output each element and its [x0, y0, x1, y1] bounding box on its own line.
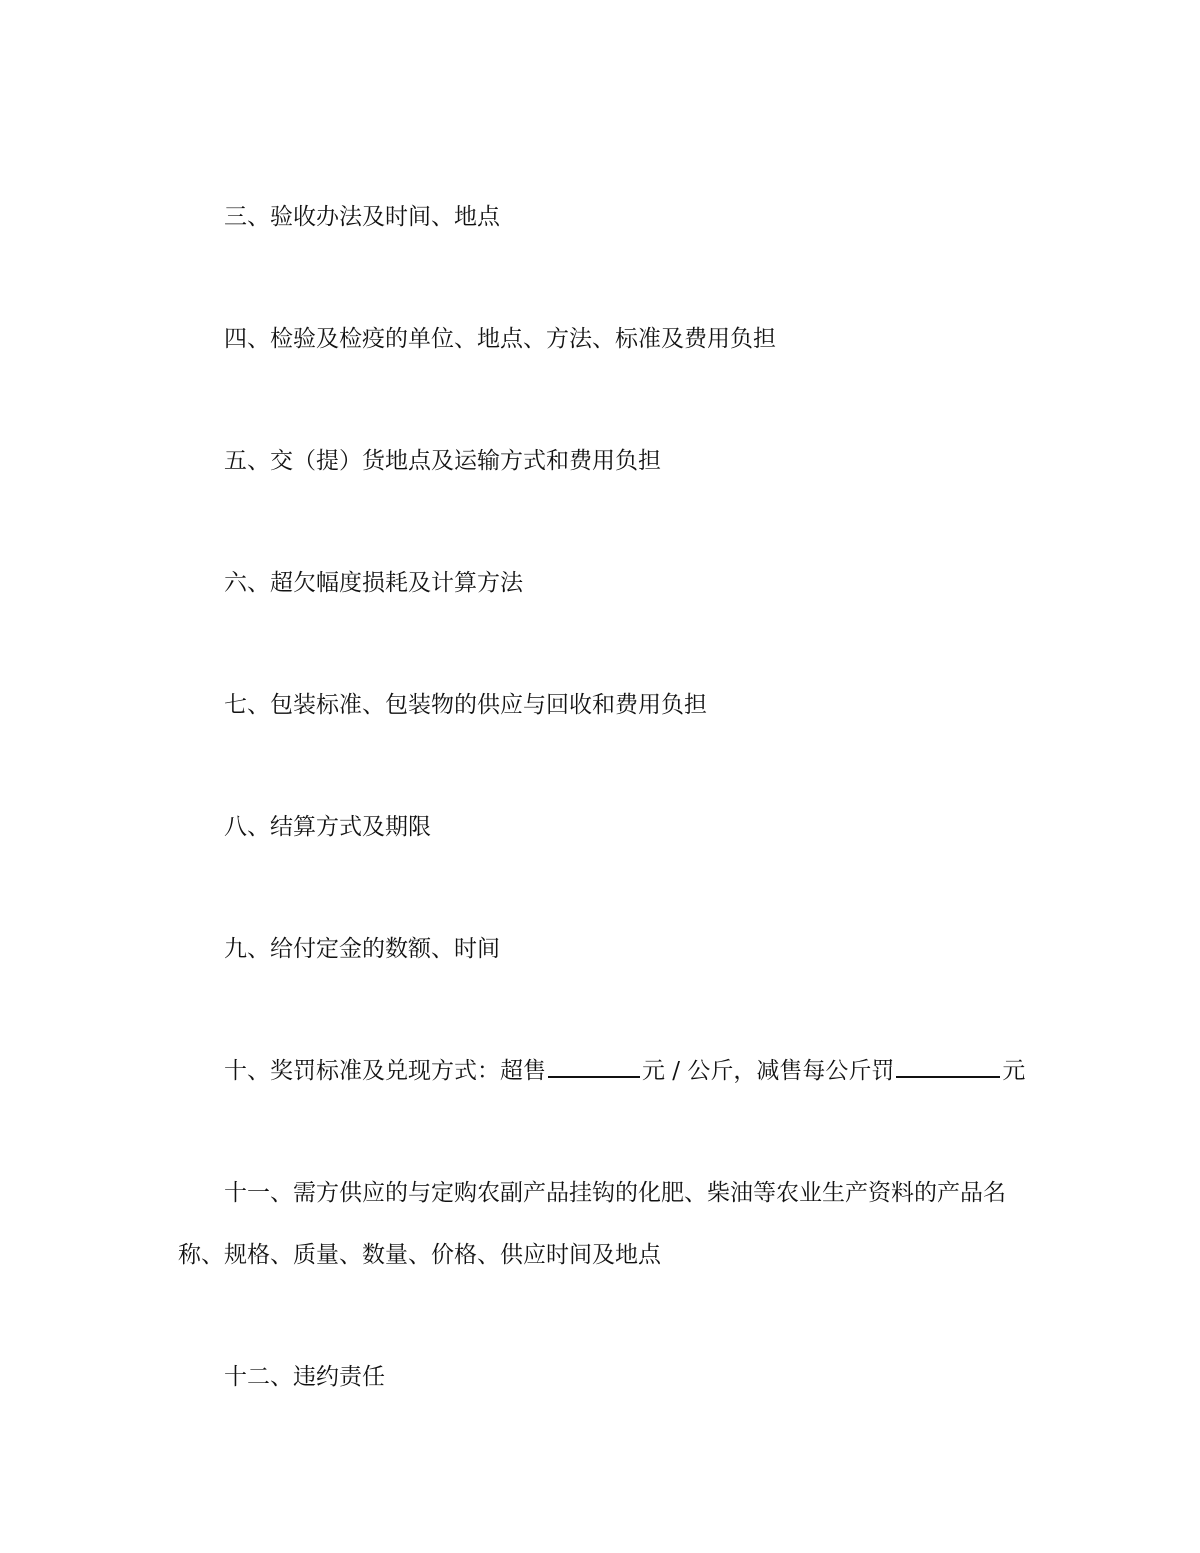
- reward-amount-blank: [548, 1048, 640, 1078]
- clause-10-text-2: 元 / 公斤，减售每公斤罚: [642, 1058, 895, 1084]
- clause-10-text-3: 元: [1002, 1058, 1026, 1084]
- clause-8-text: 八、结算方式及期限: [224, 814, 431, 840]
- clause-6: [178, 552, 1038, 614]
- clause-11-text-2: 称、规格、质量、数量、价格、供应时间及地点: [178, 1242, 661, 1268]
- clause-4-text: 四、检验及检疫的单位、地点、方法、标准及费用负担: [224, 326, 776, 352]
- clause-8: [178, 796, 1038, 858]
- clause-7-text: 七、包装标准、包装物的供应与回收和费用负担: [224, 692, 707, 718]
- penalty-amount-blank: [896, 1048, 1000, 1078]
- clause-7: [178, 674, 1038, 736]
- clause-11-line-2: [178, 1224, 1038, 1286]
- clause-6-text: 六、超欠幅度损耗及计算方法: [224, 570, 523, 596]
- clause-11-line-1: [178, 1162, 1038, 1224]
- clause-11-text-1: 十一、需方供应的与定购农副产品挂钩的化肥、柴油等农业生产资料的产品名: [224, 1180, 1006, 1206]
- clause-3-text: 三、验收办法及时间、地点: [224, 204, 500, 230]
- clause-5: [178, 430, 1038, 492]
- clause-12-text: 十二、违约责任: [224, 1364, 385, 1390]
- clause-12: [178, 1346, 1038, 1408]
- clause-4: [178, 308, 1038, 370]
- clause-11: [178, 1162, 1038, 1286]
- clause-9: [178, 918, 1038, 980]
- clause-9-text: 九、给付定金的数额、时间: [224, 936, 500, 962]
- clause-10: [178, 1040, 1038, 1102]
- clause-10-text-1: 十、奖罚标准及兑现方式：超售: [224, 1058, 546, 1084]
- clause-3: [178, 186, 1038, 248]
- clause-5-text: 五、交（提）货地点及运输方式和费用负担: [224, 448, 661, 474]
